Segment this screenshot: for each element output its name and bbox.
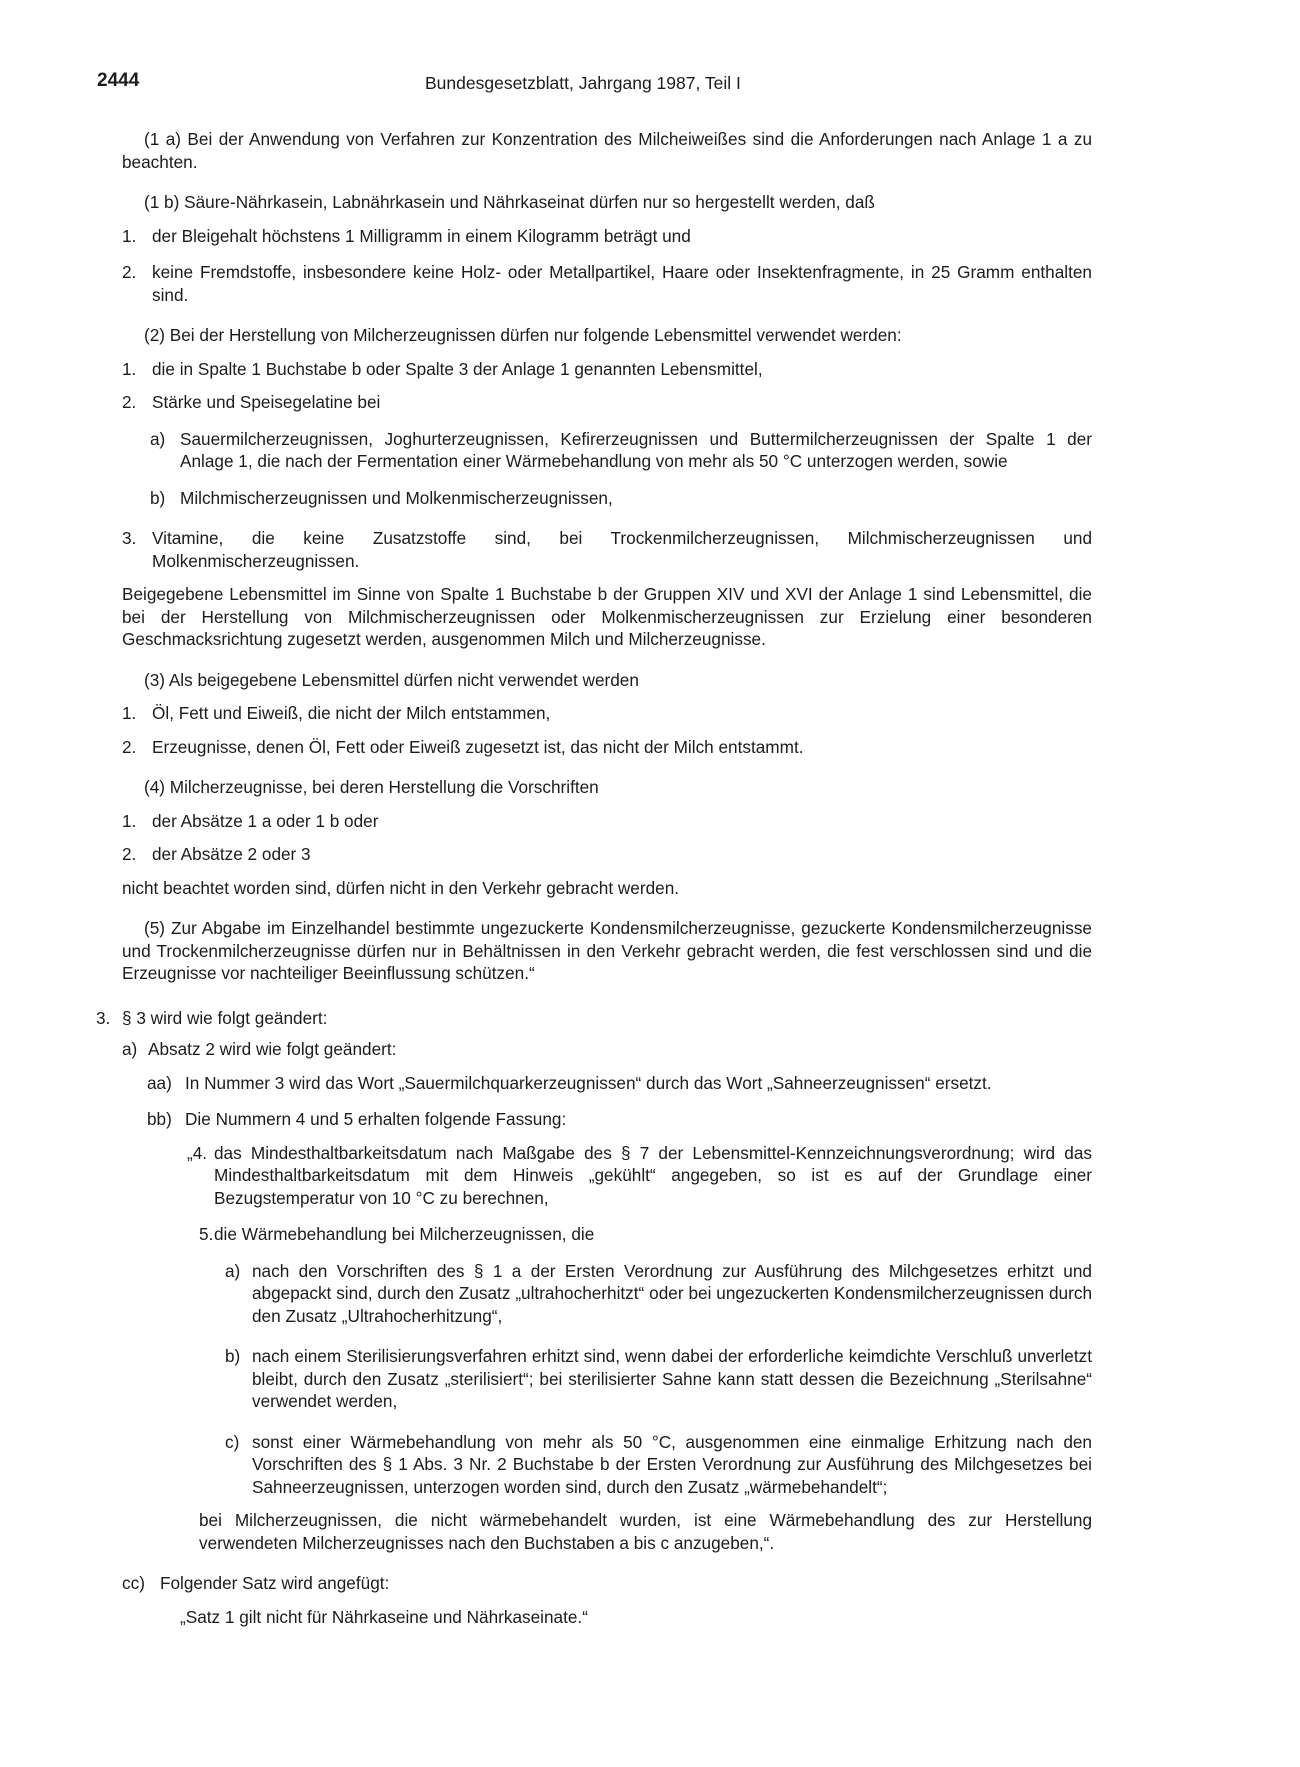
amendment-marker: cc) — [122, 1573, 145, 1593]
list-marker: 1. — [122, 703, 137, 723]
quoted-sub-marker: b) — [225, 1346, 241, 1366]
quoted-text: das Mindesthaltbarkeitsdatum nach Maßgabe des § 7 der Lebensmittel-Kennzeichnungsverordnung; wird das Mindesthaltbarkeitsdatum mit dem Hinweis „gekühlt“ angegeben, so ist es auf der Grundlage einer Bezugstemperatur von 10 °C zu berechnen, — [214, 1142, 1092, 1208]
paragraph-2: (2) Bei der Herstellung von Milcherzeugnissen dürfen nur folgende Lebensmittel verwendet werden: — [144, 325, 902, 345]
paragraph-5: (5) Zur Abgabe im Einzelhandel bestimmte ungezuckerte Kondensmilcherzeugnisse, gezuckerte Kondensmilcherzeugnisse und Trockenmilcherzeugnisse dürfen nur in Behältnissen in den Verkehr gebracht werden, die fest verschlossen sind und die Erzeugnisse vor nachteiliger Beeinflussung schützen.“ — [122, 918, 1092, 983]
amendment-item-aa — [147, 1072, 1092, 1095]
list-item — [122, 843, 1092, 866]
amendment-text: Absatz 2 wird wie folgt geändert: — [148, 1039, 397, 1059]
list-text: der Absätze 1 a oder 1 b oder — [152, 810, 379, 831]
paragraph-3: (3) Als beigegebene Lebensmittel dürfen nicht verwendet werden — [144, 669, 639, 690]
sub-list-marker: a) — [150, 428, 166, 449]
list-item — [122, 391, 1092, 414]
quoted-sub-item — [225, 1260, 1092, 1328]
list-marker: 2. — [122, 844, 137, 864]
quoted-sub-marker: c) — [225, 1431, 240, 1452]
list-marker: 2. — [122, 262, 137, 282]
list-marker: 2. — [122, 392, 137, 412]
list-item — [122, 736, 1092, 759]
quoted-sub-item — [225, 1431, 1092, 1499]
amendment-text: Folgender Satz wird angefügt: — [160, 1573, 390, 1593]
sub-list-text: Sauermilcherzeugnissen, Joghurterzeugnissen, Kefirerzeugnissen und Buttermilcherzeugnissen der Spalte 1 der Anlage 1, die nach der Fermentation einer Wärmebehandlung von mehr als 50 °C unterzogen werden, sowie — [180, 428, 1092, 471]
quoted-sub-marker: a) — [225, 1260, 241, 1281]
paragraph-1a: (1 a) Bei der Anwendung von Verfahren zur Konzentration des Milcheiweißes sind die Anforderungen nach Anlage 1 a zu beachten. — [122, 129, 1092, 172]
list-text: keine Fremdstoffe, insbesondere keine Holz- oder Metallpartikel, Haare oder Insektenfragmente, in 25 Gramm enthalten sind. — [152, 262, 1092, 305]
list-text: der Bleigehalt höchstens 1 Milligramm in einem Kilogramm beträgt und — [152, 225, 691, 246]
quoted-item-4 — [187, 1142, 1092, 1210]
section-text: § 3 wird wie folgt geändert: — [122, 1007, 328, 1028]
list-text: Vitamine, die keine Zusatzstoffe sind, bei Trockenmilcherzeugnissen, Milchmischerzeugnissen und Molkenmischerzeugnissen. — [152, 528, 1092, 571]
list-marker: 1. — [122, 225, 137, 246]
section-marker: 3. — [96, 1007, 111, 1028]
list-text: die in Spalte 1 Buchstabe b oder Spalte 3 der Anlage 1 genannten Lebensmittel, — [152, 358, 763, 379]
amendment-marker: aa) — [147, 1072, 172, 1093]
list-marker: 2. — [122, 736, 137, 757]
quoted-sub-text: nach einem Sterilisierungsverfahren erhitzt sind, wenn dabei der erforderliche keimdichte Verschluß unverletzt bleibt, durch den Zusatz „sterilisiert“; bei sterilisierter Sahne kann statt dessen die Bezeichnung „Sterilsahne“ verwendet werden, — [252, 1346, 1092, 1411]
list-item — [122, 358, 1092, 381]
list-item — [122, 527, 1092, 572]
quoted-marker: „4. — [187, 1142, 208, 1163]
quoted-sub-text: sonst einer Wärmebehandlung von mehr als 50 °C, ausgenommen eine einmalige Erhitzung nach den Vorschriften des § 1 Abs. 3 Nr. 2 Buchstabe b der Ersten Verordnung zur Ausführung des Milchgesetzes bei Sahneerzeugnissen, unterzogen worden sind, durch den Zusatz „wärmebehandelt“; — [252, 1431, 1092, 1497]
list-text: Erzeugnisse, denen Öl, Fett oder Eiweiß zugesetzt ist, das nicht der Milch entstammt. — [152, 736, 804, 757]
quoted-sub-item — [225, 1345, 1092, 1413]
list-text: Stärke und Speisegelatine bei — [152, 392, 381, 412]
list-item — [122, 225, 1092, 248]
list-item — [122, 261, 1092, 306]
quoted-marker: 5. — [199, 1224, 214, 1244]
quoted-text: die Wärmebehandlung bei Milcherzeugnissen, die — [214, 1224, 595, 1244]
paragraph-2-tail: Beigegebene Lebensmittel im Sinne von Spalte 1 Buchstabe b der Gruppen XIV und XVI der Anlage 1 sind Lebensmittel, die bei der Herstellung von Milchmischerzeugnissen oder Molkenmischerzeugnissen zur Erzielung einer besonderen Geschmacksrichtung zugesetzt werden, ausgenommen Milch und Milcherzeugnisse. — [122, 584, 1092, 649]
sub-list-item — [150, 428, 1092, 473]
amendment-item-cc — [122, 1572, 1092, 1595]
sub-list-text: Milchmischerzeugnissen und Molkenmischerzeugnissen, — [180, 487, 613, 508]
list-text: Öl, Fett und Eiweiß, die nicht der Milch entstammen, — [152, 703, 551, 723]
list-marker: 1. — [122, 358, 137, 379]
running-header-title: Bundesgesetzblatt, Jahrgang 1987, Teil I — [425, 73, 741, 93]
paragraph-1b: (1 b) Säure-Nährkasein, Labnährkasein und Nährkaseinat dürfen nur so hergestellt werden, daß — [144, 192, 875, 212]
amendment-text: In Nummer 3 wird das Wort „Sauermilchquarkerzeugnissen“ durch das Wort „Sahneerzeugnissen“ ersetzt. — [185, 1072, 992, 1093]
amendment-item-a — [122, 1038, 1092, 1061]
page-number: 2444 — [97, 70, 140, 91]
amendment-marker: a) — [122, 1039, 138, 1059]
quoted-item-5 — [199, 1223, 1092, 1246]
amendment-item-bb — [147, 1108, 1092, 1131]
quoted-tail: bei Milcherzeugnissen, die nicht wärmebehandelt wurden, ist eine Wärmebehandlung des zur Herstellung verwendeten Milcherzeugnisses nach den Buchstaben a bis c anzugeben,“. — [199, 1510, 1092, 1553]
paragraph-4-tail: nicht beachtet worden sind, dürfen nicht in den Verkehr gebracht werden. — [122, 877, 680, 898]
list-marker: 1. — [122, 810, 137, 831]
amendment-marker: bb) — [147, 1109, 172, 1129]
amendment-text: Die Nummern 4 und 5 erhalten folgende Fassung: — [185, 1109, 567, 1129]
sub-list-marker: b) — [150, 487, 166, 508]
paragraph-4: (4) Milcherzeugnisse, bei deren Herstellung die Vorschriften — [144, 777, 599, 797]
sub-list-item — [150, 487, 1092, 510]
document-body — [96, 128, 1092, 1628]
quoted-sub-text: nach den Vorschriften des § 1 a der Ersten Verordnung zur Ausführung des Milchgesetzes erhitzt und abgepackt sind, durch den Zusatz „ultrahocherhitzt“ oder bei ungezuckerten Kondensmilcherzeugnissen durch den Zusatz „Ultrahocherhitzung“, — [252, 1260, 1092, 1326]
quoted-sentence: „Satz 1 gilt nicht für Nährkaseine und Nährkaseinate.“ — [180, 1606, 588, 1627]
section-item-3 — [96, 1007, 1092, 1030]
list-text: der Absätze 2 oder 3 — [152, 844, 311, 864]
list-marker: 3. — [122, 528, 137, 548]
list-item — [122, 810, 1092, 833]
list-item — [122, 702, 1092, 725]
